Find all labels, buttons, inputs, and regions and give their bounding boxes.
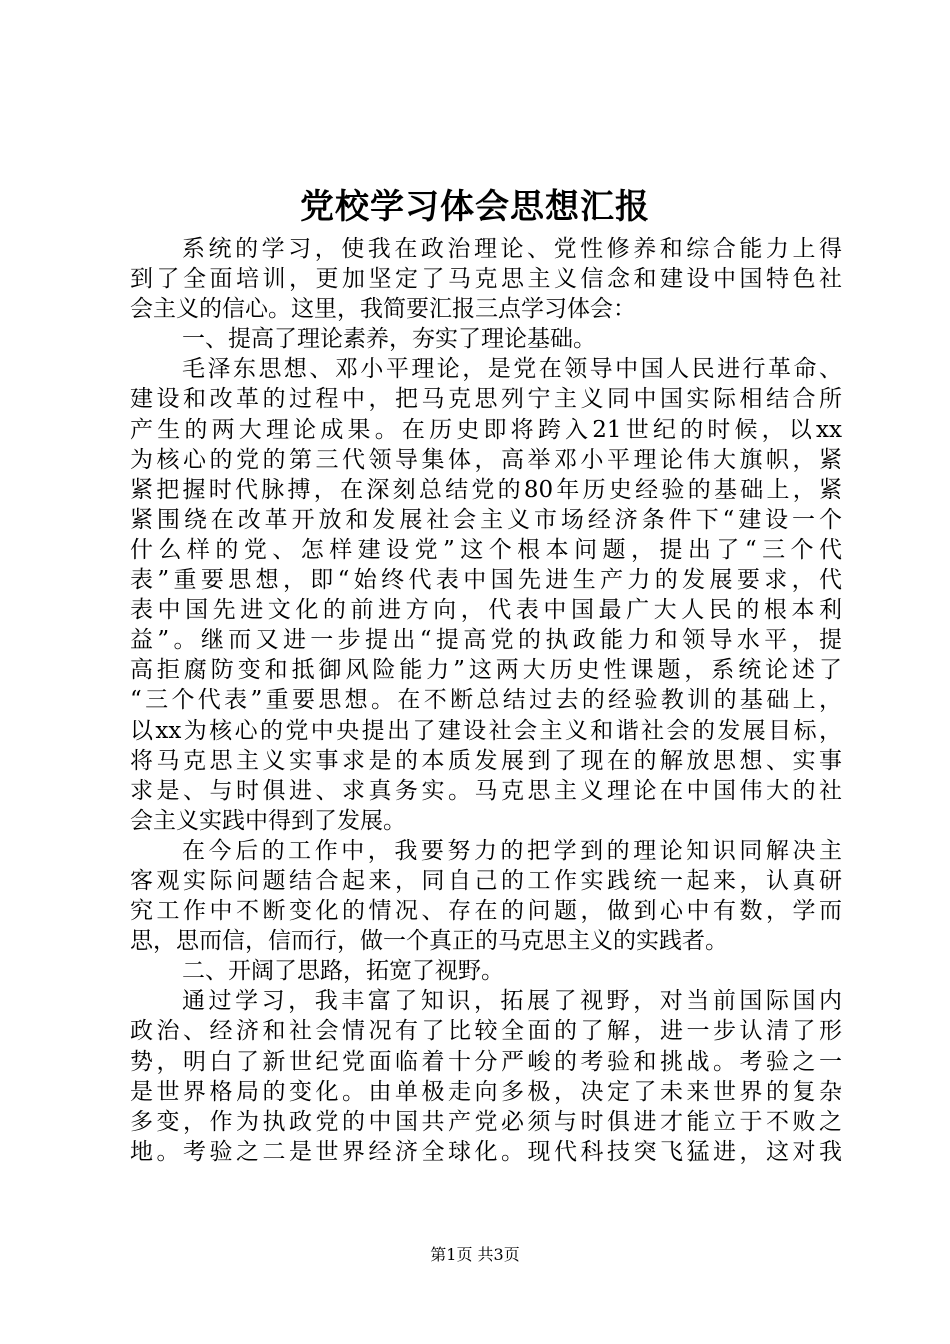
text-line: 求是、与时俱进、求真务实。马克思主义理论在中国伟大的社	[130, 777, 842, 804]
text-line: 地。考验之二是世界经济全球化。现代科技突飞猛进，这对我	[130, 1138, 842, 1165]
text-line: 通过学习，我丰富了知识，拓展了视野，对当前国际国内	[182, 988, 842, 1015]
text-line: 是世界格局的变化。由单极走向多极，决定了未来世界的复杂	[130, 1078, 842, 1105]
text-line: 会主义实践中得到了发展。	[130, 807, 406, 834]
text-line: 一、提高了理论素养，夯实了理论基础。	[182, 326, 596, 353]
text-line: 在今后的工作中，我要努力的把学到的理论知识同解决主	[182, 837, 842, 864]
text-line: 会主义的信心。这里，我简要汇报三点学习体会：	[130, 296, 636, 323]
text-line: 以xx为核心的党中央提出了建设社会主义和谐社会的发展目标，	[130, 717, 842, 744]
text-line: 系统的学习，使我在政治理论、党性修养和综合能力上得	[182, 236, 842, 262]
text-line: 表中国先进文化的前进方向，代表中国最广大人民的根本利	[130, 597, 842, 624]
text-line: 产生的两大理论成果。在历史即将跨入21世纪的时候，以xx	[130, 416, 842, 443]
text-line: 紧把握时代脉搏，在深刻总结党的80年历史经验的基础上，紧	[130, 476, 842, 503]
text-line: 表”重要思想，即“始终代表中国先进生产力的发展要求，代	[130, 567, 842, 594]
text-line: 什么样的党、怎样建设党”这个根本问题，提出了“三个代	[130, 536, 842, 563]
text-line: 二、开阔了思路，拓宽了视野。	[182, 958, 504, 985]
text-line: 为核心的党的第三代领导集体，高举邓小平理论伟大旗帜，紧	[130, 446, 842, 473]
text-line: 客观实际问题结合起来，同自己的工作实践统一起来，认真研	[130, 867, 842, 894]
text-line: 究工作中不断变化的情况、存在的问题，做到心中有数，学而	[130, 898, 842, 925]
text-line: 将马克思主义实事求是的本质发展到了现在的解放思想、实事	[130, 747, 842, 774]
text-line: 建设和改革的过程中，把马克思列宁主义同中国实际相结合所	[130, 386, 842, 413]
text-line: 多变，作为执政党的中国共产党必须与时俱进才能立于不败之	[130, 1108, 842, 1135]
text-line: 高拒腐防变和抵御风险能力”这两大历史性课题，系统论述了	[130, 657, 842, 684]
page-footer: 第1页 共3页	[430, 1245, 520, 1264]
text-line: 政治、经济和社会情况有了比较全面的了解，进一步认清了形	[130, 1018, 842, 1045]
document-title: 党校学习体会思想汇报	[300, 187, 650, 227]
document-body	[130, 234, 842, 1167]
text-line: 益”。继而又进一步提出“提高党的执政能力和领导水平，提	[130, 627, 842, 654]
text-line: 到了全面培训，更加坚定了马克思主义信念和建设中国特色社	[130, 266, 842, 293]
text-line: 思，思而信，信而行，做一个真正的马克思主义的实践者。	[130, 928, 728, 955]
text-line: “三个代表”重要思想。在不断总结过去的经验教训的基础上，	[130, 687, 842, 714]
text-line: 紧围绕在改革开放和发展社会主义市场经济条件下“建设一个	[130, 506, 842, 533]
text-line: 毛泽东思想、邓小平理论，是党在领导中国人民进行革命、	[182, 356, 842, 383]
text-line: 势，明白了新世纪党面临着十分严峻的考验和挑战。考验之一	[130, 1048, 842, 1075]
